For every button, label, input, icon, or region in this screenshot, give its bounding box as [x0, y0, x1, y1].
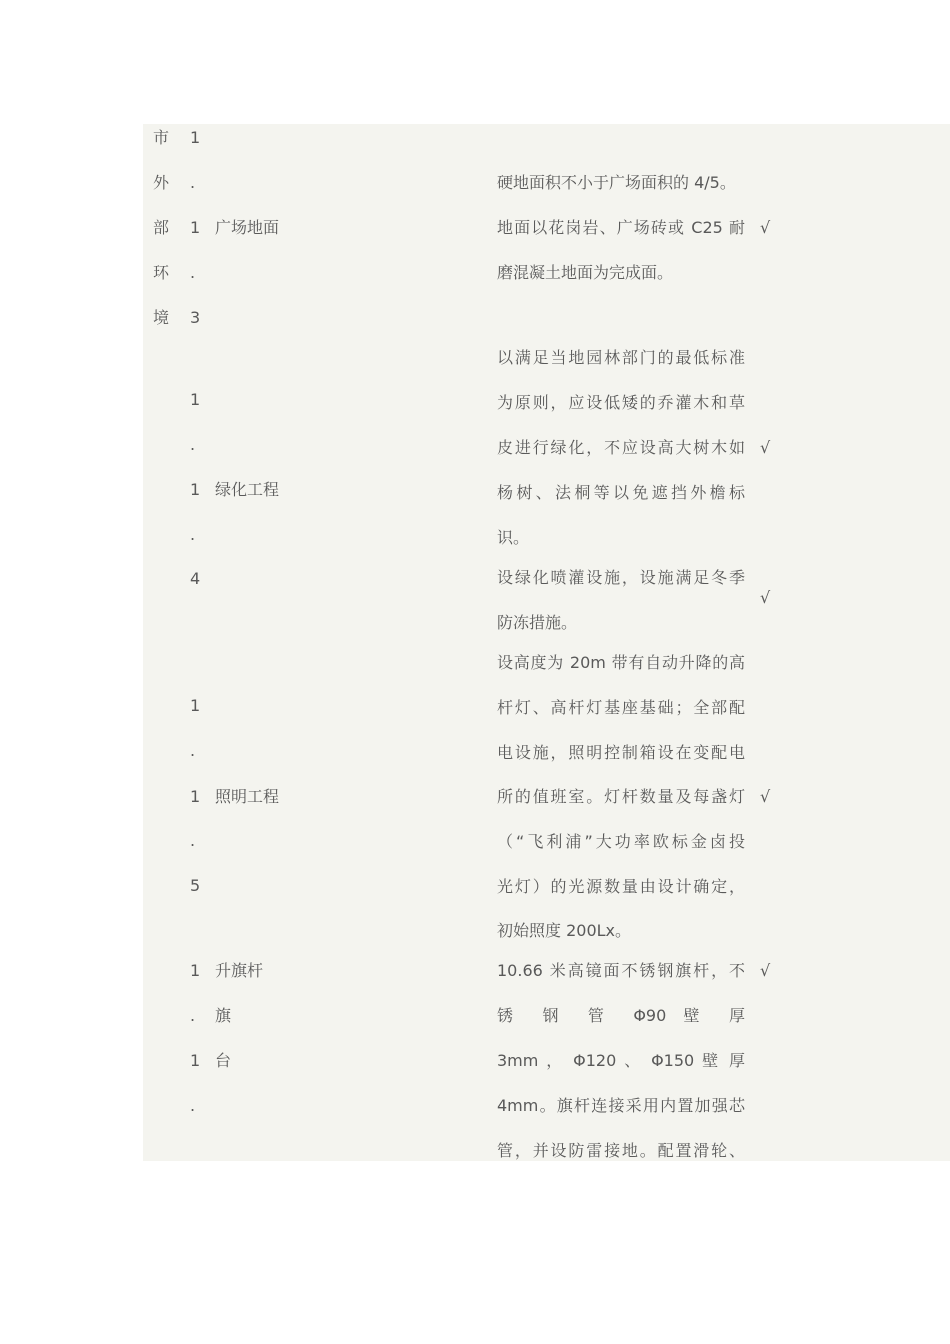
item-description: 识。 [497, 528, 530, 547]
item-description: 皮进行绿化，不应设高大树木如 [497, 438, 745, 457]
item-description: 防冻措施。 [497, 613, 578, 632]
category-char: 市 [153, 128, 170, 147]
check-mark: √ [760, 961, 771, 980]
row-number: 1 [190, 128, 201, 147]
row-number: 1 [190, 218, 201, 237]
row-number: 4 [190, 569, 201, 588]
item-description: 磨混凝土地面为完成面。 [497, 263, 674, 282]
row-number: . [190, 173, 196, 192]
item-description: 杨树、法桐等以免遮挡外檐标 [497, 483, 745, 502]
row-number: 1 [190, 480, 201, 499]
row-number: 1 [190, 961, 201, 980]
check-mark: √ [760, 588, 771, 607]
item-description: 杆灯、高杆灯基座基础；全部配 [497, 698, 745, 717]
item-description: 锈 钢 管 Φ90 壁 厚 [497, 1006, 745, 1025]
item-description: 电设施，照明控制箱设在变配电 [497, 743, 745, 762]
item-name: 升旗杆 [215, 961, 264, 980]
row-number: . [190, 1006, 196, 1025]
item-description: 光灯）的光源数量由设计确定， [497, 877, 745, 896]
row-number: . [190, 525, 196, 544]
item-name: 旗 [215, 1006, 232, 1025]
item-description: 地面以花岗岩、广场砖或 C25 耐 [497, 218, 745, 237]
check-mark: √ [760, 218, 771, 237]
row-number: . [190, 831, 196, 850]
item-description: 设高度为 20m 带有自动升降的高 [497, 653, 745, 672]
row-number: . [190, 741, 196, 760]
item-name: 照明工程 [215, 787, 280, 806]
item-name: 广场地面 [215, 218, 280, 237]
item-description: 设绿化喷灌设施，设施满足冬季 [497, 568, 745, 587]
item-name: 绿化工程 [215, 480, 280, 499]
item-description: 硬地面积不小于广场面积的 4/5。 [497, 173, 736, 192]
category-char: 外 [153, 173, 170, 192]
row-number: . [190, 435, 196, 454]
row-number: . [190, 263, 196, 282]
row-number: 1 [190, 696, 201, 715]
item-description: 10.66 米高镜面不锈钢旗杆，不 [497, 961, 745, 980]
row-number: 3 [190, 308, 201, 327]
item-description: 管，并设防雷接地。配置滑轮、 [497, 1141, 745, 1160]
item-description: 4mm。旗杆连接采用内置加强芯 [497, 1096, 745, 1115]
row-number: 1 [190, 390, 201, 409]
row-number: 1 [190, 1051, 201, 1070]
category-char: 部 [153, 218, 170, 237]
category-char: 环 [153, 263, 170, 282]
row-number: 5 [190, 876, 201, 895]
item-description: 所的值班室。灯杆数量及每盏灯 [497, 787, 745, 806]
item-description: （“飞利浦”大功率欧标金卤投 [497, 832, 745, 851]
item-description: 为原则，应设低矮的乔灌木和草 [497, 393, 745, 412]
item-description: 初始照度 200Lx。 [497, 921, 632, 940]
row-number: . [190, 1096, 196, 1115]
check-mark: √ [760, 787, 771, 806]
category-char: 境 [153, 308, 170, 327]
item-description: 以满足当地园林部门的最低标准 [497, 348, 745, 367]
row-number: 1 [190, 787, 201, 806]
item-description: 3mm ， Φ120 、 Φ150 壁 厚 [497, 1051, 745, 1070]
check-mark: √ [760, 438, 771, 457]
item-name: 台 [215, 1051, 232, 1070]
